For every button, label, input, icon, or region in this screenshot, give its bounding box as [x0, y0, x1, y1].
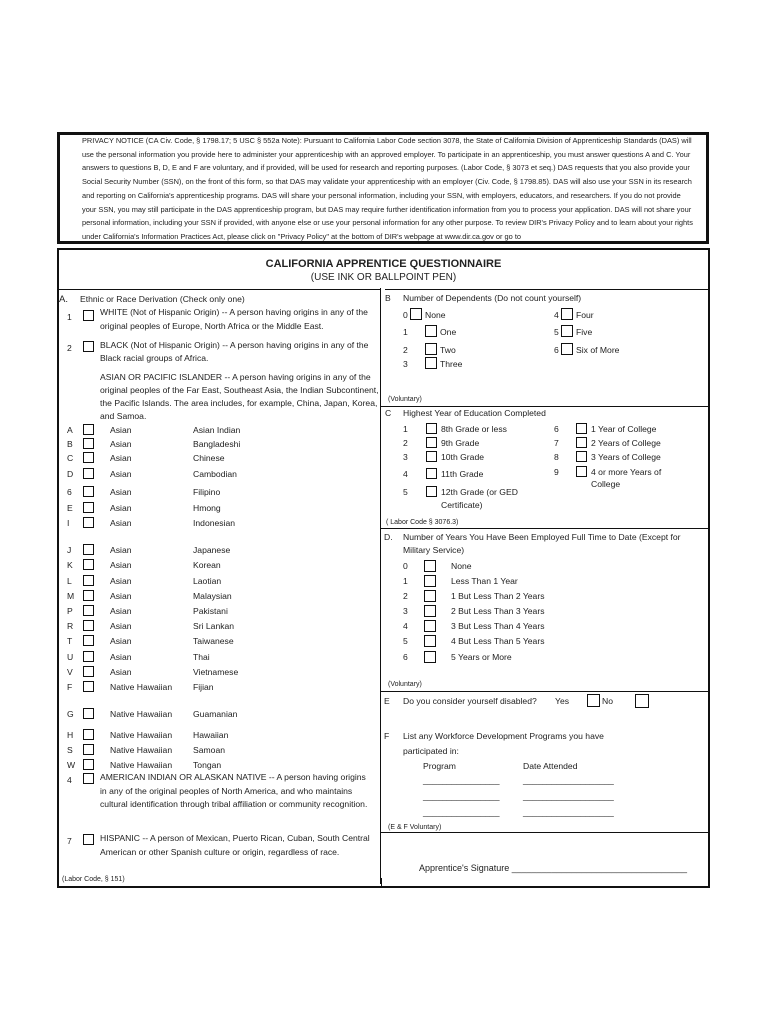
section-c-heading: Highest Year of Education Completed [403, 408, 546, 418]
privacy-notice-text: PRIVACY NOTICE (CA Civ. Code, § 1798.17; 5 USC § 552a Note): Pursuant to California Labor Code section 3078, the State of California Division of Apprenticeship Standards (DAS) will use the personal information you provide here to administer your apprenticeship with an approved employer. To participate in an apprenticeship, you must answer questions A and C. Your answers to questions B, D, E and F are voluntary, and if provided, will be used for research and reporting purposes. (Labor Code, § 3073 et seq.) DAS requests that you also provide your Social Security Number (SSN), on the front of this form, so that DAS may validate your apprenticeship with an employer (Civ. Code, § 1798.85). DAS will also use your SSN in its research and reporting on California's apprenticeship programs. DAS will share your personal information, including your SSN, with employers, educators, and researchers. If you do not provide your SSN, you may still participate in the DAS apprenticeship program, but DAS may require further identification information from you to process your application. DAS will not share your personal information, including your SSN if provided, with anyone else or use your personal information for any other purpose. To review DIR's Privacy Policy and to learn about your rights under California's Information Practices Act, please click on "Privacy Policy" at the bottom of DIR's webpage at www.dir.ca.gov or go to [82, 136, 693, 241]
ethnicity-checkbox[interactable] [83, 559, 94, 570]
section-f-letter: F [384, 731, 390, 741]
employment-code: 0 [403, 561, 408, 571]
ethnicity-origin: Sri Lankan [193, 621, 235, 631]
education-code: 8 [554, 452, 559, 462]
dependents-code: 3 [403, 359, 408, 369]
disabled-yes-checkbox[interactable] [587, 694, 600, 707]
amind-checkbox[interactable] [83, 773, 94, 784]
section-a-letter: A. [59, 294, 68, 305]
ethnicity-checkbox[interactable] [83, 517, 94, 528]
api-text-2: original peoples of the Far East, Southeast Asia, the Indian Subcontinent, [100, 385, 379, 395]
ethnicity-origin: Indonesian [193, 518, 236, 528]
dependents-label: Four [576, 310, 594, 320]
ethnicity-checkbox[interactable] [83, 486, 94, 497]
white-text-2: original peoples of Europe, North Africa or the Middle East. [100, 321, 324, 331]
ethnicity-code: M [67, 591, 75, 601]
employment-label: 1 But Less Than 2 Years [451, 591, 545, 601]
dependents-label: Five [576, 327, 593, 337]
employment-checkbox[interactable] [424, 620, 436, 632]
api-text-4: and Samoa. [100, 411, 147, 421]
education-code: 5 [403, 487, 408, 497]
education-code: 7 [554, 438, 559, 448]
date-field-3[interactable]: ___________________ [523, 807, 614, 817]
ethnicity-group: Asian [110, 503, 132, 513]
section-f-footnote: (E & F Voluntary) [388, 824, 442, 831]
ethnicity-code: H [67, 730, 74, 740]
ethnicity-code: G [67, 709, 74, 719]
employment-code: 4 [403, 621, 408, 631]
education-label: 8th Grade or less [441, 424, 507, 434]
employment-checkbox[interactable] [424, 635, 436, 647]
amind-text-3: cultural identification through tribal affiliation or community recognition. [100, 799, 368, 809]
section-d-letter: D. [384, 532, 393, 542]
form-title: CALIFORNIA APPRENTICE QUESTIONNAIRE [265, 258, 502, 270]
program-column-header: Program [423, 761, 456, 771]
black-text-1: BLACK (Not of Hispanic Origin) -- A person having origins in any of the [100, 340, 369, 350]
black-text-2: Black racial groups of Africa. [100, 353, 209, 363]
employment-label: Less Than 1 Year [451, 576, 518, 586]
education-label: 10th Grade [441, 452, 484, 462]
dependents-code: 0 [403, 310, 408, 320]
ethnicity-checkbox[interactable] [83, 759, 94, 770]
ethnicity-code: L [67, 576, 72, 586]
ethnicity-origin: Vietnamese [193, 667, 239, 677]
education-checkbox[interactable] [576, 451, 587, 462]
ethnicity-code: U [67, 652, 74, 662]
hisp-code: 7 [67, 836, 72, 846]
clip-mask [381, 288, 385, 878]
white-text-1: WHITE (Not of Hispanic Origin) -- A person having origins in any of the [100, 307, 368, 317]
ethnicity-checkbox[interactable] [83, 590, 94, 601]
section-d-footnote: (Voluntary) [388, 681, 422, 688]
ethnicity-checkbox[interactable] [83, 744, 94, 755]
api-text-1: ASIAN OR PACIFIC ISLANDER -- A person having origins in any of the [100, 372, 371, 382]
ethnicity-code: W [67, 760, 76, 770]
form-subtitle: (USE INK OR BALLPOINT PEN) [310, 272, 457, 283]
ethnicity-group: Asian [110, 621, 132, 631]
ethnicity-origin: Pakistani [193, 606, 228, 616]
ethnicity-origin: Samoan [193, 745, 226, 755]
employment-checkbox[interactable] [424, 605, 436, 617]
signature-field[interactable]: Apprentice's Signature ___________________________________ [419, 863, 687, 873]
program-field-1[interactable]: ________________ [423, 775, 500, 785]
ethnicity-group: Asian [110, 439, 132, 449]
ethnicity-group: Native Hawaiian [110, 709, 173, 719]
dependents-label: Three [440, 359, 463, 369]
disabled-no-label: No [602, 696, 613, 706]
ethnicity-code: T [67, 636, 73, 646]
education-label: 11th Grade [441, 469, 484, 479]
amind-text-2: in any of the original peoples of North America, and who maintains [100, 786, 353, 796]
ethnicity-origin: Filipino [193, 487, 221, 497]
ethnicity-group: Asian [110, 560, 132, 570]
ethnicity-code: J [67, 545, 72, 555]
section-e-letter: E [384, 696, 390, 706]
education-label: 1 Year of College [591, 424, 657, 434]
dependents-label: One [440, 327, 457, 337]
ethnicity-checkbox[interactable] [83, 666, 94, 677]
employment-label: 2 But Less Than 3 Years [451, 606, 545, 616]
hisp-checkbox[interactable] [83, 834, 94, 845]
education-checkbox[interactable] [576, 466, 587, 477]
programs-question-2: participated in: [403, 746, 459, 756]
ethnicity-origin: Tongan [193, 760, 222, 770]
employment-code: 3 [403, 606, 408, 616]
employment-label: 3 But Less Than 4 Years [451, 621, 545, 631]
employment-checkbox[interactable] [424, 575, 436, 587]
education-label: 12th Grade (or GED [441, 487, 518, 497]
employment-checkbox[interactable] [424, 590, 436, 602]
date-field-2[interactable]: ___________________ [523, 791, 614, 801]
education-label: 9th Grade [441, 438, 480, 448]
ethnicity-code: E [67, 503, 73, 513]
education-code: 1 [403, 424, 408, 434]
education-code: 9 [554, 467, 559, 477]
ethnicity-group: Asian [110, 652, 132, 662]
education-label: 4 or more Years of [591, 467, 662, 477]
employment-label: None [451, 561, 472, 571]
ethnicity-checkbox[interactable] [83, 605, 94, 616]
date-field-1[interactable]: ___________________ [523, 775, 614, 785]
section-b-footnote: (Voluntary) [388, 396, 422, 403]
ethnicity-group: Native Hawaiian [110, 730, 173, 740]
ethnicity-checkbox[interactable] [83, 502, 94, 513]
employment-checkbox[interactable] [424, 560, 436, 572]
ethnicity-origin: Fijian [193, 682, 214, 692]
ethnicity-origin: Chinese [193, 453, 225, 463]
education-checkbox[interactable] [426, 437, 437, 448]
ethnicity-code: S [67, 745, 73, 755]
education-checkbox[interactable] [426, 468, 437, 479]
education-label: 3 Years of College [591, 452, 661, 462]
ethnicity-origin: Laotian [193, 576, 222, 586]
section-f-divider [381, 832, 708, 833]
ethnicity-origin: Bangladeshi [193, 439, 241, 449]
ethnicity-checkbox[interactable] [83, 424, 94, 435]
section-b-heading: Number of Dependents (Do not count yourself) [403, 293, 582, 303]
dependents-code: 4 [554, 310, 559, 320]
education-code: 6 [554, 424, 559, 434]
ethnicity-group: Asian [110, 487, 132, 497]
education-opt9-line2: College [591, 479, 621, 489]
dependents-checkbox[interactable] [425, 357, 437, 369]
ethnicity-code: 6 [67, 487, 72, 497]
ethnicity-group: Asian [110, 545, 132, 555]
ethnicity-code: K [67, 560, 73, 570]
amind-code: 4 [67, 775, 72, 785]
section-c-footnote: ( Labor Code § 3076.3) [386, 519, 459, 526]
education-code: 3 [403, 452, 408, 462]
dependents-code: 2 [403, 345, 408, 355]
section-c-letter: C [385, 408, 392, 418]
ethnicity-origin: Hawaiian [193, 730, 229, 740]
section-d-heading-2: Military Service) [403, 545, 465, 555]
education-checkbox[interactable] [576, 423, 587, 434]
ethnicity-checkbox[interactable] [83, 468, 94, 479]
ethnicity-code: A [67, 425, 73, 435]
white-code: 1 [67, 312, 72, 322]
program-field-2[interactable]: ________________ [423, 791, 500, 801]
section-a-heading: Ethnic or Race Derivation (Check only one) [80, 294, 245, 304]
ethnicity-checkbox[interactable] [83, 635, 94, 646]
section-a-footnote: (Labor Code, § 151) [62, 876, 125, 883]
black-checkbox[interactable] [83, 341, 94, 352]
ethnicity-group: Asian [110, 591, 132, 601]
ethnicity-group: Asian [110, 576, 132, 586]
ethnicity-group: Asian [110, 667, 132, 677]
ethnicity-origin: Japanese [193, 545, 231, 555]
employment-label: 5 Years or More [451, 652, 512, 662]
education-code: 2 [403, 438, 408, 448]
ethnicity-origin: Thai [193, 652, 210, 662]
section-d-heading-1: Number of Years You Have Been Employed Full Time to Date (Except for [403, 532, 681, 542]
ethnicity-group: Native Hawaiian [110, 682, 173, 692]
ethnicity-code: P [67, 606, 73, 616]
ethnicity-code: R [67, 621, 74, 631]
ethnicity-checkbox[interactable] [83, 620, 94, 631]
section-c-divider [381, 528, 708, 529]
ethnicity-checkbox[interactable] [83, 544, 94, 555]
dependents-checkbox[interactable] [425, 343, 437, 355]
ethnicity-checkbox[interactable] [83, 438, 94, 449]
section-d-divider [381, 691, 708, 692]
ethnicity-group: Asian [110, 636, 132, 646]
disabled-no-checkbox[interactable] [635, 694, 649, 708]
employment-code: 2 [403, 591, 408, 601]
ethnicity-code: F [67, 682, 73, 692]
ethnicity-group: Native Hawaiian [110, 760, 173, 770]
section-b-divider [381, 406, 708, 407]
employment-label: 4 But Less Than 5 Years [451, 636, 545, 646]
ethnicity-origin: Taiwanese [193, 636, 234, 646]
ethnicity-checkbox[interactable] [83, 708, 94, 719]
programs-question-1: List any Workforce Development Programs you have [403, 731, 604, 741]
ethnicity-group: Asian [110, 518, 132, 528]
hisp-text-2: American or other Spanish culture or origin, regardless of race. [100, 847, 340, 857]
education-checkbox[interactable] [426, 486, 437, 497]
dependents-label: Six of More [576, 345, 620, 355]
ethnicity-code: C [67, 453, 74, 463]
employment-code: 6 [403, 652, 408, 662]
dependents-label: Two [440, 345, 456, 355]
education-code: 4 [403, 469, 408, 479]
disabled-yes-label: Yes [555, 696, 570, 706]
dependents-code: 1 [403, 327, 408, 337]
ethnicity-code: D [67, 469, 74, 479]
ethnicity-checkbox[interactable] [83, 452, 94, 463]
hisp-text-1: HISPANIC -- A person of Mexican, Puerto Rican, Cuban, South Central [100, 833, 370, 843]
ethnicity-origin: Malaysian [193, 591, 232, 601]
dependents-code: 6 [554, 345, 559, 355]
ethnicity-code: V [67, 667, 73, 677]
section-b-letter: B [385, 293, 391, 303]
dependents-checkbox[interactable] [561, 308, 573, 320]
ethnicity-checkbox[interactable] [83, 729, 94, 740]
ethnicity-checkbox[interactable] [83, 651, 94, 662]
education-checkbox[interactable] [426, 423, 437, 434]
black-code: 2 [67, 343, 72, 353]
dependents-checkbox[interactable] [561, 325, 573, 337]
ethnicity-origin: Korean [193, 560, 221, 570]
education-checkbox[interactable] [426, 451, 437, 462]
ethnicity-checkbox[interactable] [83, 681, 94, 692]
employment-code: 5 [403, 636, 408, 646]
ethnicity-origin: Guamanian [193, 709, 238, 719]
ethnicity-code: B [67, 439, 73, 449]
white-checkbox[interactable] [83, 310, 94, 321]
employment-code: 1 [403, 576, 408, 586]
ethnicity-checkbox[interactable] [83, 575, 94, 586]
employment-checkbox[interactable] [424, 651, 436, 663]
ethnicity-group: Asian [110, 453, 132, 463]
ethnicity-group: Asian [110, 606, 132, 616]
education-opt5-line2: Certificate) [441, 500, 483, 510]
date-column-header: Date Attended [523, 761, 578, 771]
ethnicity-origin: Cambodian [193, 469, 237, 479]
ethnicity-code: I [67, 518, 70, 528]
education-label: 2 Years of College [591, 438, 661, 448]
dependents-code: 5 [554, 327, 559, 337]
ethnicity-group: Native Hawaiian [110, 745, 173, 755]
education-checkbox[interactable] [576, 437, 587, 448]
amind-text-1: AMERICAN INDIAN OR ALASKAN NATIVE -- A person having origins [100, 772, 366, 782]
ethnicity-origin: Asian Indian [193, 425, 241, 435]
program-field-3[interactable]: ________________ [423, 807, 500, 817]
disabled-question: Do you consider yourself disabled? [403, 696, 537, 706]
ethnicity-origin: Hmong [193, 503, 221, 513]
ethnicity-group: Asian [110, 425, 132, 435]
column-divider-overlay [380, 288, 381, 884]
dependents-label: None [425, 310, 446, 320]
api-text-3: the Pacific Islands. The area includes, for example, China, Japan, Korea, [100, 398, 378, 408]
privacy-notice-box [57, 132, 709, 244]
ethnicity-group: Asian [110, 469, 132, 479]
dependents-checkbox[interactable] [425, 325, 437, 337]
dependents-checkbox[interactable] [561, 343, 573, 355]
dependents-checkbox[interactable] [410, 308, 422, 320]
